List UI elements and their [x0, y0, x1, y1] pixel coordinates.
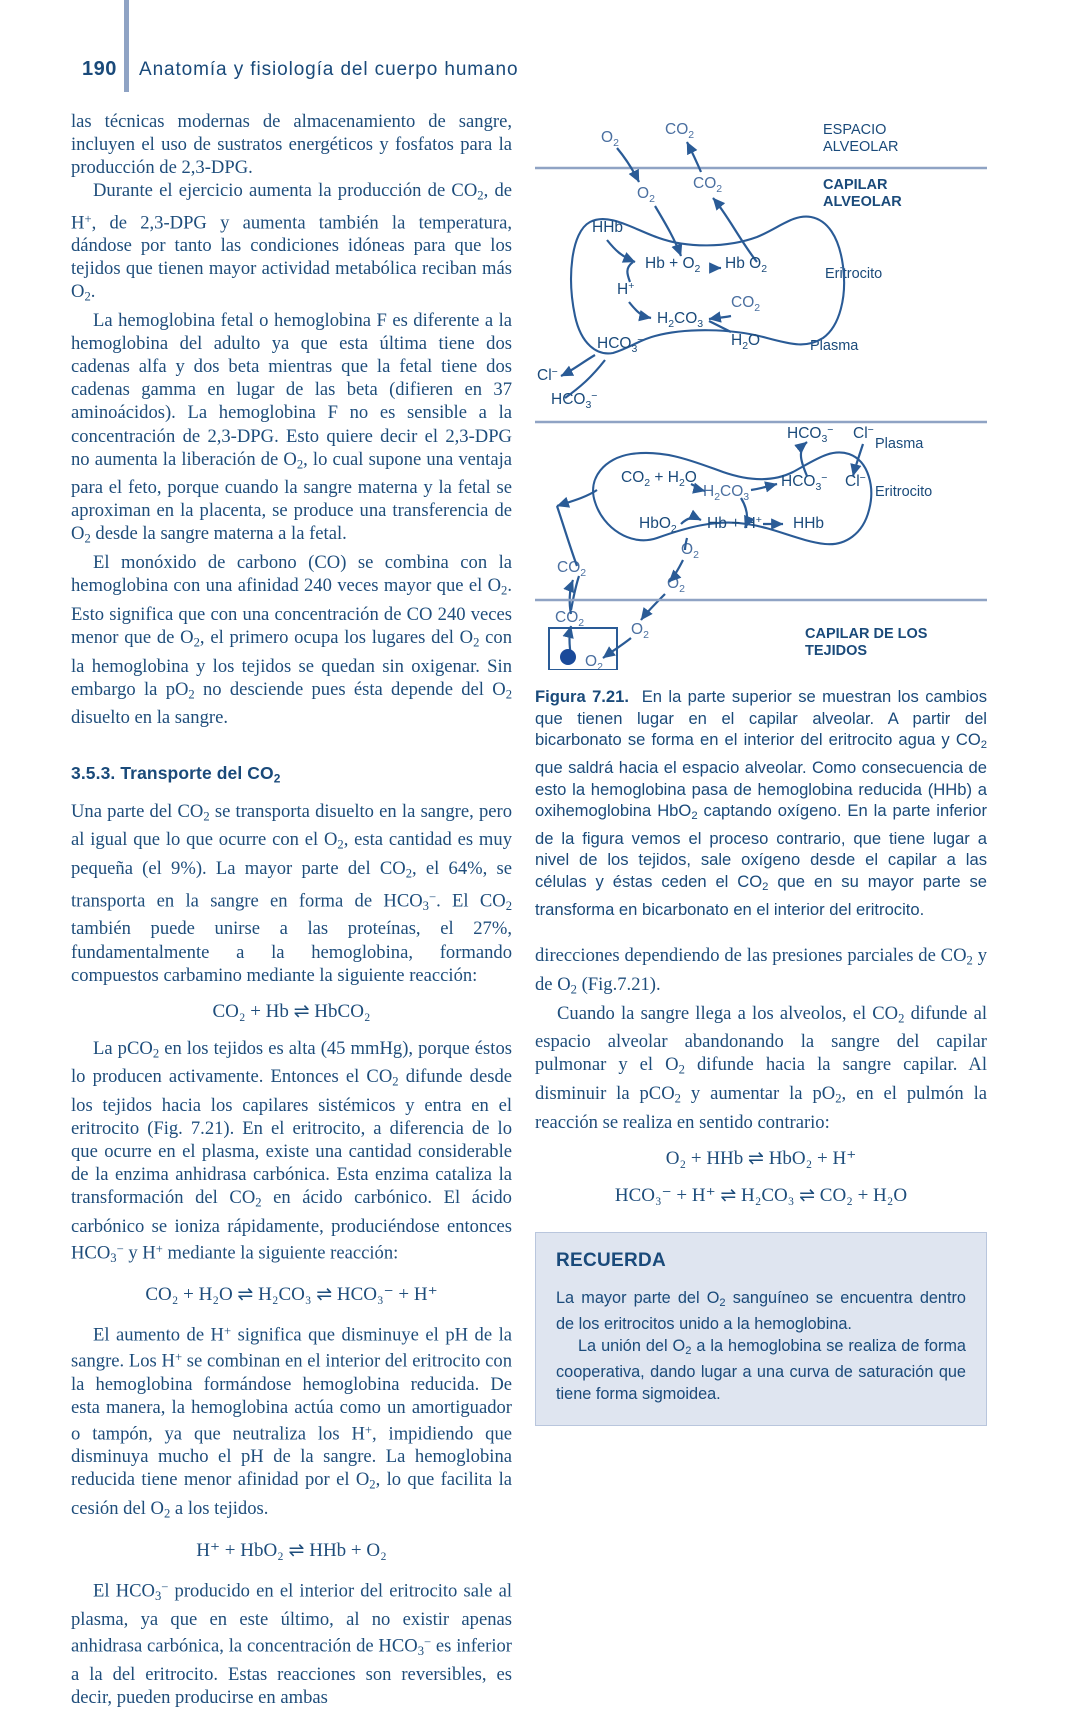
tissue-cell-nucleus — [560, 649, 576, 665]
recuerda-paragraph: La mayor parte del $O_2$ sanguíneo se encuentra dentro de los eritrocitos unido a la hemoglobina. — [556, 1288, 966, 1334]
paragraph: El $HCO_3^-$ producido en el interior del eritrocito sale al plasma, ya que en este último, al no existir apenas anhidrasa carbónica, la concentración de $HCO_3^-$ es inferior a la del eritrocito. Estas reacciones son reversibles, es decir, pueden producirse en ambas — [71, 1579, 512, 1708]
molecule-co2-leaving: $CO_2$ — [557, 559, 587, 579]
paragraph: Cuando la sangre llega a los alveolos, el $CO_2$ difunde al espacio alveolar abandonando la sangre del capilar pulmonar y el $O_2$ difunde hacia la sangre capilar. Al disminuir la pCO$_2$ y aumentar la $pO_2$, en el pulmón la reacción se realiza en sentido contrario: — [535, 1002, 987, 1133]
molecule-co2-plus-h2o: $CO_2 + H_2O$ — [621, 469, 697, 489]
molecule-hco3-in-cell: $HCO_3^-$ — [597, 334, 644, 355]
recuerda-paragraph: La unión del $O_2$ a la hemoglobina se realiza de forma cooperativa, dando lugar a una curva de saturación que tiene forma sigmoidea. — [556, 1336, 966, 1403]
molecule-h2o-top: $H_2O$ — [731, 332, 761, 352]
molecule-h2co3-bottom: $H_2CO_3$ — [703, 483, 750, 503]
equation-bohr: H⁺ + HbO₂ ⇌ HHb + O₂ — [196, 1539, 387, 1561]
molecule-hb-plus-o2: $Hb + O_2$ — [645, 255, 701, 275]
recuerda-box — [535, 1232, 987, 1426]
figure-caption-label: Figura 7.21. — [535, 687, 629, 706]
label-eritrocito-top: Eritrocito — [825, 266, 883, 282]
paragraph: las técnicas modernas de almacenamiento de sangre, incluyen el uso de sustratos energéticos y fosfatos para la producción de 2,3-DPG. — [71, 111, 512, 179]
molecule-cl-plasma-bottom: Cl− — [853, 424, 874, 442]
arrow-co2-out-of-cell — [713, 198, 757, 262]
label-eritrocito-bottom: Eritrocito — [875, 484, 933, 500]
paragraph: La hemoglobina fetal o hemoglobina F es diferente a la hemoglobina del adulto ya que esta última tiene dos cadenas alfa y dos beta mientras que la fetal tiene dos cadenas gamma en lugar de las beta (difieren en 37 aminoácidos). La hemoglobina F no es sensible a la concentración de 2,3-DPG. Esto quiere decir el 2,3-DPG no aumenta la liberación de $O_2$, lo cual supone una ventaja para el feto, porque cuando la sangre materna y la fetal se aproximan en la placenta, se produce una transferencia de $O_2$ desde la sangre materna a la fetal. — [71, 310, 512, 547]
equation-oxygen-loading: O₂ + HHb ⇌ HbO₂ + H⁺ — [665, 1147, 857, 1169]
label-espacio-alveolar: ESPACIO — [823, 122, 887, 138]
section-heading-transporte-co2: 3.5.3. Transporte del $CO_2$ — [71, 763, 281, 786]
arrow-hhb-to-hb — [607, 240, 635, 262]
right-column-body — [535, 944, 987, 1207]
molecule-co2-tissue: $CO_2$ — [555, 609, 585, 629]
erythrocyte-outline-top — [571, 217, 844, 354]
molecule-h-plus-top: H+ — [617, 280, 635, 298]
molecule-cl-minus-top: Cl− — [537, 366, 558, 384]
page-number: 190 — [82, 58, 117, 80]
molecule-cl-cell-bottom: Cl− — [845, 472, 866, 490]
molecule-hbo2-bottom: HbO$_2$ — [639, 515, 677, 535]
molecule-o2-alveolar: $O_2$ — [601, 129, 619, 149]
arrow-hbo2-to-hb — [681, 518, 701, 524]
label-plasma-top: Plasma — [810, 338, 859, 354]
recuerda-title: RECUERDA — [556, 1249, 667, 1271]
molecule-hco3-plasma-bottom: $HCO_3^-$ — [787, 424, 834, 445]
label-capilar-alveolar-2: ALVEOLAR — [823, 194, 902, 210]
molecule-o2-tissue: $O_2$ — [631, 621, 649, 641]
right-column — [535, 110, 987, 1426]
arrow-hco3-out — [561, 355, 595, 376]
arrow-h-to-h2co3 — [629, 302, 651, 318]
paragraph: El aumento de H+ significa que disminuye el pH de la sangre. Los H+ se combinan en el interior del eritrocito con la hemoglobina formándose hemoglobina reducida. De esta manera, la hemoglobina actúa como un amortiguador o tampón, ya que neutraliza los H+, impidiendo que disminuya mucho el pH de la sangre. La hemoglobina reducida tiene menor afinidad por el $O_2$, lo que facilita la cesión del $O_2$ a los tejidos. — [71, 1324, 513, 1521]
molecule-hco3-cell-bottom: $HCO_3^-$ — [781, 472, 828, 493]
tissue-cell-box — [549, 628, 617, 670]
label-capilar-tejidos-2: TEJIDOS — [805, 643, 868, 659]
label-espacio-alveolar-2: ALVEOLAR — [823, 139, 899, 155]
arrow-h2co3-to-hco3 — [751, 484, 777, 490]
arrow-co2-from-h2co3 — [709, 316, 731, 319]
line-capillary-left — [557, 506, 577, 566]
paragraph: El monóxido de carbono (CO) se combina con la hemoglobina con una afinidad 240 veces mayor que el $O_2$. Esto significa que con una concentración de CO 240 veces menor que de $O_2$, el primero ocupa los lugares del $O_2$ con la hemoglobina y los tejidos se quedan sin oxigenar. Sin embargo la $pO_2$ no desciende pues ésta depende del $O_2$ disuelto en la sangre. — [71, 552, 512, 729]
figure-7-21 — [535, 110, 987, 670]
header-divider-rule — [124, 0, 129, 92]
molecule-o2-in-cell-bottom: $O_2$ — [681, 541, 699, 561]
equation-carbonic-acid: CO₂ + H₂O ⇌ H₂CO₃ ⇌ HCO₃⁻ + H⁺ — [145, 1284, 438, 1306]
paragraph: Durante el ejercicio aumenta la producción de $CO_2$, de H+, de 2,3-DPG y aumenta también la temperatura, dándose por tanto las condiciones idóneas para que los tejidos que tienen mayor actividad metabólica reciban más $O_2$. — [71, 180, 512, 305]
molecule-o2-capillary: $O_2$ — [637, 185, 655, 205]
section-spacer — [71, 729, 512, 763]
molecule-hhb-top: HHb — [592, 219, 624, 236]
figure-diagram — [535, 110, 987, 670]
page-title: Anatomía y fisiología del cuerpo humano — [139, 59, 519, 80]
arrow-hco3-to-plasma — [801, 442, 807, 476]
arrow-co2-into-cell-bottom — [557, 490, 597, 506]
paragraph: direcciones dependiendo de las presiones parciales de $CO_2$ y de $O_2$ (Fig.7.21). — [535, 945, 987, 997]
equation-bicarbonate-reverse: HCO₃⁻ + H⁺ ⇌ H₂CO₃ ⇌ CO₂ + H₂O — [614, 1184, 908, 1206]
figure-caption: Figura 7.21. En la parte superior se muestran los cambios que tienen lugar en el capilar alveolar. A partir del bicarbonato se forma en el interior del eritrocito agua y $CO_2$ que saldrá hacia el espacio alveolar. Como consecuencia de esto la hemoglobina pasa de hemoglobina reducida (HHb) a oxihemoglobina HbO$_2$ captando oxígeno. En la parte inferior de la figura vemos el proceso contrario, que tiene lugar a nivel de los tejidos, sale oxígeno desde el capilar a las células y éstas ceden el $CO_2$ que en su mayor parte se transforma en bicarbonato en el interior del eritrocito. — [535, 687, 987, 919]
molecule-o2-cell-box: $O_2$ — [585, 653, 603, 670]
molecule-co2-in-cell: $CO_2$ — [731, 294, 761, 314]
molecule-co2-capillary: $CO_2$ — [693, 175, 723, 195]
equation-carbamino: CO₂ + Hb ⇌ HbCO₂ — [212, 1000, 371, 1022]
paragraph: Una parte del $CO_2$ se transporta disuelto en la sangre, pero al igual que lo que ocurre con el $O_2$, esta cantidad es muy pequeña (el 9%). La mayor parte del $CO_2$, el 64%, se transporta en la sangre en forma de $HCO_3^-$. El $CO_2$ también puede unirse a las proteínas, el 27%, fundamentalmente a la hemoglobina, formando compuestos carbamino mediante la siguiente reacción: — [71, 800, 513, 986]
molecule-hco3-plasma-top: $HCO_3^-$ — [551, 390, 598, 411]
label-plasma-bottom: Plasma — [875, 436, 924, 452]
molecule-hbo2-top: Hb $O_2$ — [725, 255, 768, 275]
left-column — [71, 110, 512, 1709]
molecule-o2-mid: $O_2$ — [667, 575, 685, 595]
arrow-h-branch — [627, 262, 633, 282]
arrow-o2-in — [617, 148, 639, 182]
molecule-co2-alveolar: $CO_2$ — [665, 121, 695, 141]
label-capilar-tejidos: CAPILAR DE LOS — [805, 626, 928, 642]
arrow-o2-down-2 — [641, 594, 665, 620]
arrow-o2-into-cell — [655, 206, 681, 256]
paragraph: La pCO$_2$ en los tejidos es alta (45 mmHg), porque éstos lo producen activamente. Entonces el $CO_2$ difunde desde los tejidos hacia los capilares sistémicos y entra en el eritrocito (Fig. 7.21). En el eritrocito, a diferencia de lo que ocurre en el plasma, existe una cantidad considerable de la enzima anhidrasa carbónica. Esta enzima cataliza la transformación del $CO_2$ en ácido carbónico. El ácido carbónico se ioniza rápidamente, produciéndose entonces $HCO_3^-$ y H+ mediante la siguiente reacción: — [71, 1037, 512, 1265]
molecule-hhb-bottom: HHb — [793, 515, 825, 532]
molecule-hb-plus-h: Hb + H+ — [707, 514, 762, 532]
molecule-h2co3-top: $H_2CO_3$ — [657, 310, 704, 330]
label-capilar-alveolar: CAPILAR — [823, 177, 888, 193]
